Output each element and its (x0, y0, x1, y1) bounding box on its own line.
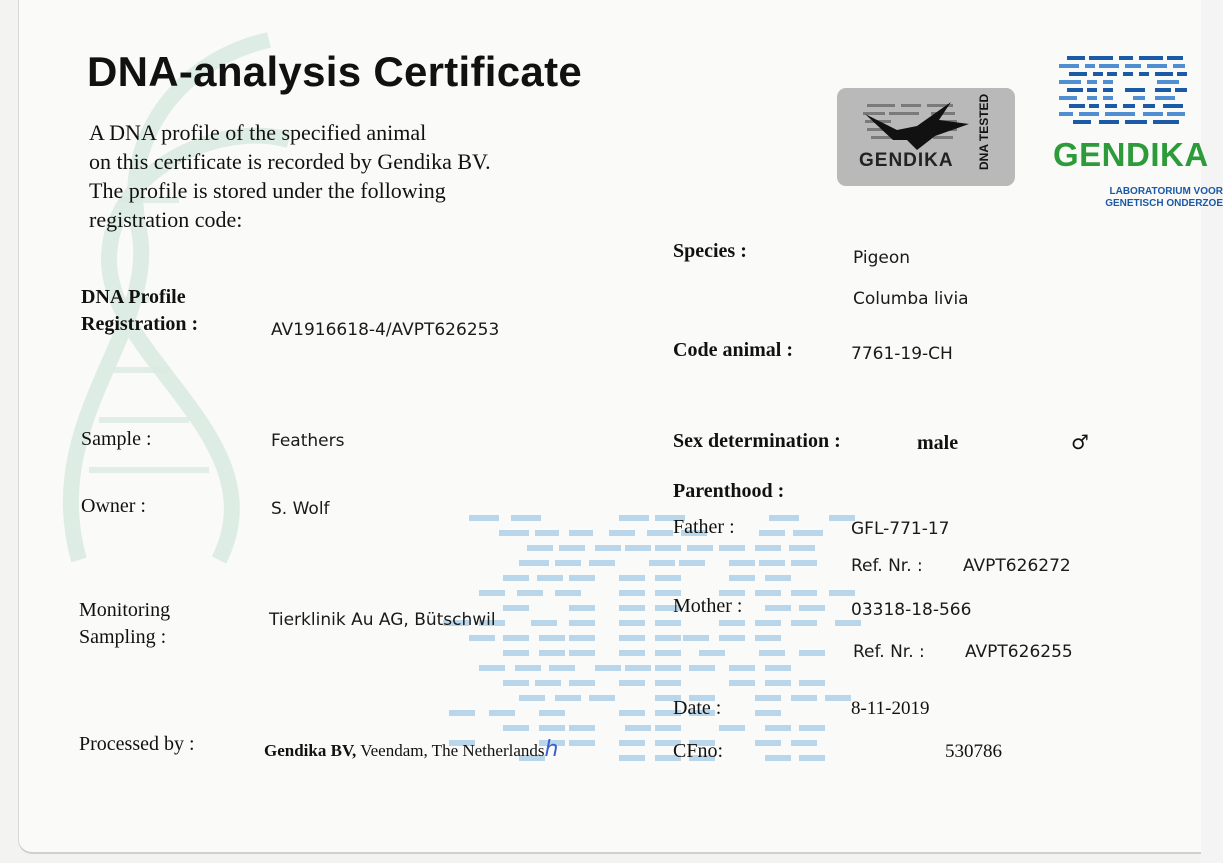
bird-icon (857, 96, 977, 158)
watermark-bar (755, 620, 781, 626)
watermark-bar (539, 650, 565, 656)
logo-bar (1143, 104, 1155, 108)
watermark-bar (619, 605, 645, 611)
watermark-bar (535, 680, 561, 686)
logo-bar (1085, 64, 1095, 68)
watermark-bar (479, 590, 505, 596)
intro-line: registration code: (89, 207, 243, 232)
watermark-bar (765, 680, 791, 686)
watermark-bar (791, 695, 817, 701)
logo-bar (1147, 64, 1167, 68)
watermark-bar (469, 635, 495, 641)
logo-bar (1087, 88, 1097, 92)
watermark-bar (619, 650, 645, 656)
logo-bar (1123, 72, 1133, 76)
code-animal-label: Code animal : (673, 339, 793, 361)
watermark-bar (655, 575, 681, 581)
logo-bar (1093, 72, 1103, 76)
logo-bar (1167, 56, 1183, 60)
watermark-bar (569, 635, 595, 641)
logo-bar (1059, 96, 1077, 100)
logo-bar (1099, 64, 1119, 68)
registration-label: Registration : (81, 313, 199, 335)
logo-bar (1175, 88, 1187, 92)
watermark-bar (503, 605, 529, 611)
cfno-value: 530786 (945, 741, 1002, 762)
watermark-bar (619, 515, 649, 521)
logo-bar (1073, 120, 1091, 124)
watermark-bar (589, 695, 615, 701)
logo-bar (1067, 88, 1083, 92)
owner-value: S. Wolf (271, 499, 330, 519)
father-ref-value: AVPT626272 (963, 556, 1071, 576)
logo-bar (1125, 64, 1141, 68)
logo-bar (1155, 88, 1171, 92)
date-label: Date : (673, 697, 722, 719)
badge-tested-label: DNA TESTED (977, 93, 991, 170)
watermark-bar (619, 620, 645, 626)
watermark-bar (655, 680, 681, 686)
watermark-bar (655, 635, 681, 641)
logo-bar (1103, 96, 1113, 100)
watermark-bar (469, 515, 499, 521)
logo-bar (1105, 104, 1117, 108)
watermark-bar (759, 650, 785, 656)
father-label: Father : (673, 516, 735, 538)
logo-bar (1103, 88, 1113, 92)
male-symbol-icon: ♂ (1071, 430, 1089, 454)
badge-brand: GENDIKA (859, 150, 954, 171)
watermark-bar (729, 560, 755, 566)
watermark-bar (759, 530, 785, 536)
logo-bar (1089, 104, 1099, 108)
watermark-bar (729, 575, 755, 581)
watermark-bar (555, 695, 581, 701)
logo-bar (1157, 80, 1179, 84)
watermark-bar (619, 635, 645, 641)
logo-bar (1069, 72, 1087, 76)
mother-ref-label: Ref. Nr. : (853, 642, 925, 662)
watermark-bar (729, 665, 755, 671)
watermark-bar (829, 590, 855, 596)
registration-value: AV1916618-4/AVPT626253 (271, 320, 500, 340)
dna-tested-badge (837, 88, 1015, 186)
watermark-bar (699, 650, 725, 656)
watermark-bar (625, 665, 651, 671)
logo-bar (1167, 112, 1185, 116)
watermark-bar (503, 680, 529, 686)
watermark-bar (719, 725, 745, 731)
handwritten-initials: h (544, 737, 559, 762)
watermark-bar (569, 620, 595, 626)
logo-bar (1177, 72, 1187, 76)
watermark-bar (755, 635, 781, 641)
father-value: GFL-771-17 (851, 519, 950, 539)
watermark-bar (619, 590, 645, 596)
watermark-bar (549, 665, 575, 671)
watermark-bar (755, 695, 781, 701)
watermark-bar (799, 725, 825, 731)
cfno-label: CFno: (673, 740, 724, 762)
watermark-bar (503, 635, 529, 641)
logo-bar (1059, 112, 1073, 116)
watermark-bar (765, 665, 791, 671)
logo-bar (1069, 104, 1085, 108)
watermark-bar (619, 755, 645, 761)
watermark-bar (649, 560, 675, 566)
sex-determination-label: Sex determination : (673, 430, 841, 452)
watermark-bar (719, 620, 745, 626)
watermark-bar (619, 680, 645, 686)
watermark-bar (569, 605, 595, 611)
processed-value (264, 737, 558, 762)
watermark-bar (609, 530, 635, 536)
watermark-bar (655, 665, 681, 671)
watermark-bar (569, 650, 595, 656)
monitoring-value: Tierklinik Au AG, Bütschwil (269, 610, 496, 630)
logo-bar (1099, 120, 1119, 124)
date-value: 8-11-2019 (851, 698, 930, 719)
watermark-bar (647, 530, 673, 536)
watermark-bar (503, 575, 529, 581)
sampling-label: Sampling : (79, 626, 167, 648)
logo-subtitle-line: LABORATORIUM VOOR (1109, 186, 1223, 197)
owner-label: Owner : (81, 495, 146, 517)
watermark-bar (729, 680, 755, 686)
watermark-bar (569, 740, 595, 746)
watermark-bar (755, 545, 781, 551)
species-latin-value: Columba livia (853, 289, 969, 309)
watermark-bar (595, 545, 621, 551)
logo-bar (1139, 72, 1149, 76)
sex-value: male (917, 432, 959, 454)
watermark-bar (791, 740, 817, 746)
watermark-bar (619, 740, 645, 746)
logo-bar (1067, 56, 1085, 60)
watermark-bar (793, 530, 823, 536)
watermark-bar (555, 560, 581, 566)
watermark-bar (791, 560, 817, 566)
dna-helix-background (19, 0, 439, 700)
watermark-bar (799, 605, 825, 611)
code-animal-value: 7761-19-CH (851, 344, 953, 364)
watermark-bar (539, 635, 565, 641)
watermark-bar (689, 665, 715, 671)
logo-bar (1105, 112, 1135, 116)
logo-bar (1153, 120, 1179, 124)
watermark-bar (687, 545, 713, 551)
watermark-bar (527, 545, 553, 551)
logo-bar (1139, 56, 1163, 60)
watermark-bar (537, 575, 563, 581)
sample-label: Sample : (81, 428, 152, 450)
watermark-bar (719, 545, 745, 551)
watermark-bar (555, 590, 581, 596)
logo-bar (1087, 80, 1097, 84)
logo-bar (1059, 80, 1081, 84)
watermark-bar (789, 545, 815, 551)
logo-bar (1087, 96, 1097, 100)
logo-bar (1059, 64, 1079, 68)
watermark-bar (479, 665, 505, 671)
species-common-value: Pigeon (853, 248, 911, 268)
watermark-bar (569, 680, 595, 686)
watermark-bar (719, 635, 745, 641)
watermark-bar (511, 515, 541, 521)
watermark-bar (589, 560, 615, 566)
watermark-bar (683, 635, 709, 641)
watermark-bar (625, 545, 651, 551)
processed-location: Veendam, The Netherlands (360, 741, 545, 760)
watermark-bar (655, 650, 681, 656)
logo-bar (1079, 112, 1099, 116)
father-ref-label: Ref. Nr. : (851, 556, 923, 576)
watermark-bar (539, 710, 565, 716)
watermark-bar (569, 530, 593, 536)
watermark-bar (765, 725, 791, 731)
certificate-sheet (18, 0, 1223, 854)
dna-profile-label: DNA Profile (81, 286, 186, 308)
gendika-g-logo (1059, 52, 1189, 132)
logo-bar (1143, 112, 1163, 116)
logo-bar (1119, 56, 1133, 60)
watermark-bar (619, 710, 645, 716)
watermark-bar (679, 560, 705, 566)
watermark-bar (619, 575, 645, 581)
intro-line: The profile is stored under the following (89, 178, 446, 203)
logo-bar (1103, 80, 1113, 84)
watermark-bar (755, 590, 781, 596)
parenthood-label: Parenthood : (673, 480, 785, 502)
processed-label: Processed by : (79, 733, 195, 755)
watermark-bar (499, 530, 529, 536)
watermark-bar (655, 620, 681, 626)
watermark-bar (755, 710, 781, 716)
watermark-bar (791, 620, 817, 626)
watermark-bar (655, 725, 681, 731)
mother-label: Mother : (673, 595, 743, 617)
logo-subtitle-line: GENETISCH ONDERZOE (1105, 198, 1223, 209)
watermark-bar (769, 515, 799, 521)
watermark-bar (595, 665, 621, 671)
watermark-bar (655, 545, 681, 551)
logo-bar (1133, 96, 1145, 100)
mother-ref-value: AVPT626255 (965, 642, 1073, 662)
watermark-bar (517, 590, 543, 596)
watermark-bar (489, 710, 515, 716)
gendika-logo-subtitle (1055, 186, 1223, 210)
certificate-title: DNA-analysis Certificate (87, 48, 583, 95)
watermark-bar (515, 665, 541, 671)
watermark-bar (539, 725, 565, 731)
certificate-intro (89, 118, 609, 234)
intro-line: A DNA profile of the specified animal (89, 120, 427, 145)
watermark-bar (835, 620, 861, 626)
watermark-bar (449, 710, 475, 716)
logo-bar (1125, 88, 1145, 92)
watermark-bar (519, 695, 545, 701)
watermark-bar (799, 650, 825, 656)
watermark-bar (531, 620, 557, 626)
logo-bar (1163, 104, 1183, 108)
watermark-bar (755, 740, 781, 746)
logo-bar (1125, 120, 1147, 124)
watermark-bar (535, 530, 559, 536)
watermark-bar (799, 755, 825, 761)
logo-bar (1173, 64, 1185, 68)
logo-bar (1155, 96, 1175, 100)
gendika-logo-text: GENDIKA (1053, 136, 1209, 173)
species-label: Species : (673, 240, 747, 262)
watermark-bar (765, 605, 791, 611)
watermark-bar (765, 575, 791, 581)
watermark-bar (569, 575, 595, 581)
watermark-bar (791, 590, 817, 596)
watermark-bar (625, 725, 651, 731)
logo-bar (1107, 72, 1117, 76)
watermark-bar (765, 755, 791, 761)
processed-company: Gendika BV, (264, 741, 357, 760)
mother-value: 03318-18-566 (851, 600, 972, 620)
watermark-bar (799, 680, 825, 686)
intro-line: on this certificate is recorded by Gendika BV. (89, 149, 491, 174)
monitoring-label: Monitoring (79, 599, 171, 621)
logo-bar (1155, 72, 1173, 76)
watermark-bar (559, 545, 585, 551)
logo-bar (1123, 104, 1135, 108)
watermark-bar (759, 560, 785, 566)
watermark-bar (503, 725, 529, 731)
sample-value: Feathers (271, 431, 345, 451)
watermark-bar (519, 560, 549, 566)
logo-bar (1089, 56, 1113, 60)
watermark-bar (503, 650, 529, 656)
watermark-bar (825, 695, 851, 701)
watermark-bar (569, 725, 595, 731)
